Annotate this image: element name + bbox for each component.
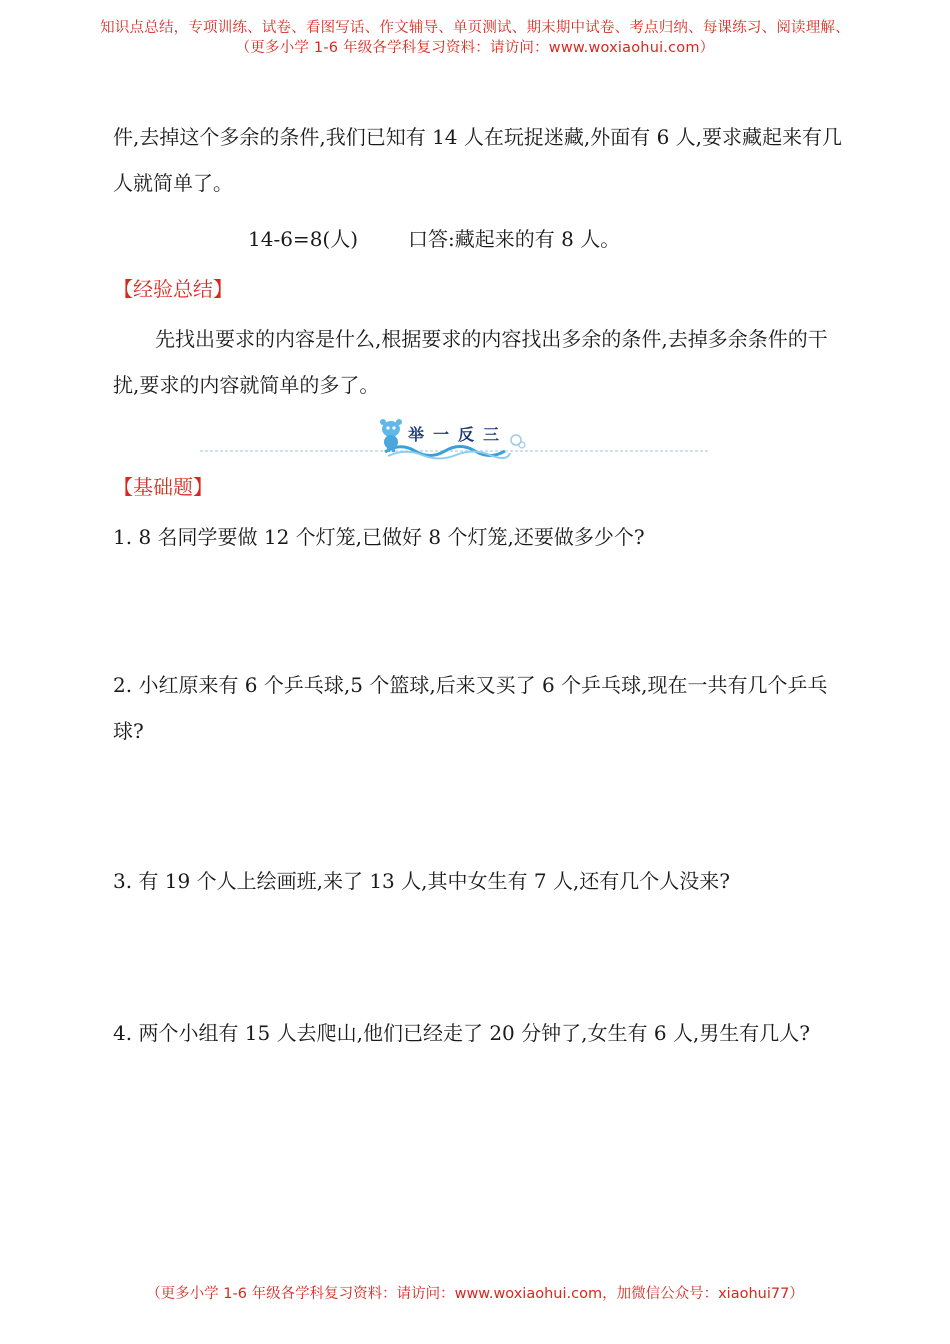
equation: 14-6=8(人) (248, 227, 359, 251)
section-banner (200, 418, 710, 460)
summary-text: 先找出要求的内容是什么,根据要求的内容找出多余的条件,去掉多余条件的干扰,要求的内容就简单的多了。 (113, 327, 828, 397)
question-2: 2. 小红原来有 6 个乒乓球,5 个篮球,后来又买了 6 个乒乓球,现在一共有几个乒乓球? (113, 673, 828, 743)
intro-paragraph: 件,去掉这个多余的条件,我们已知有 14 人在玩捉迷藏,外面有 6 人,要求藏起来有几人就简单了。 (113, 125, 843, 195)
question-4: 4. 两个小组有 15 人去爬山,他们已经走了 20 分钟了,女生有 6 人,男生有几人? (113, 1021, 811, 1045)
banner-title: 举一反三 (408, 425, 509, 444)
header-line-2: （更多小学 1-6 年级各学科复习资料：请访问：www.woxiaohui.com） (235, 40, 715, 56)
page-header (0, 18, 950, 58)
equation-line (248, 222, 620, 256)
question-3: 3. 有 19 个人上绘画班,来了 13 人,其中女生有 7 人,还有几个人没来? (113, 869, 731, 893)
page-footer: （更多小学 1-6 年级各学科复习资料：请访问：www.woxiaohui.com，加微信公众号：xiaohui77） (146, 1286, 804, 1302)
summary-heading: 【经验总结】 (113, 277, 233, 301)
question-1: 1. 8 名同学要做 12 个灯笼,已做好 8 个灯笼,还要做多少个? (113, 525, 645, 549)
header-line-1: 知识点总结，专项训练、试卷、看图写话、作文辅导、单页测试、期末期中试卷、考点归纳、每课练习、阅读理解、 (100, 20, 850, 36)
oral-answer: 口答:藏起来的有 8 人。 (408, 227, 621, 251)
cartoon-mascot-icon (378, 418, 404, 452)
basic-heading: 【基础题】 (113, 475, 213, 499)
